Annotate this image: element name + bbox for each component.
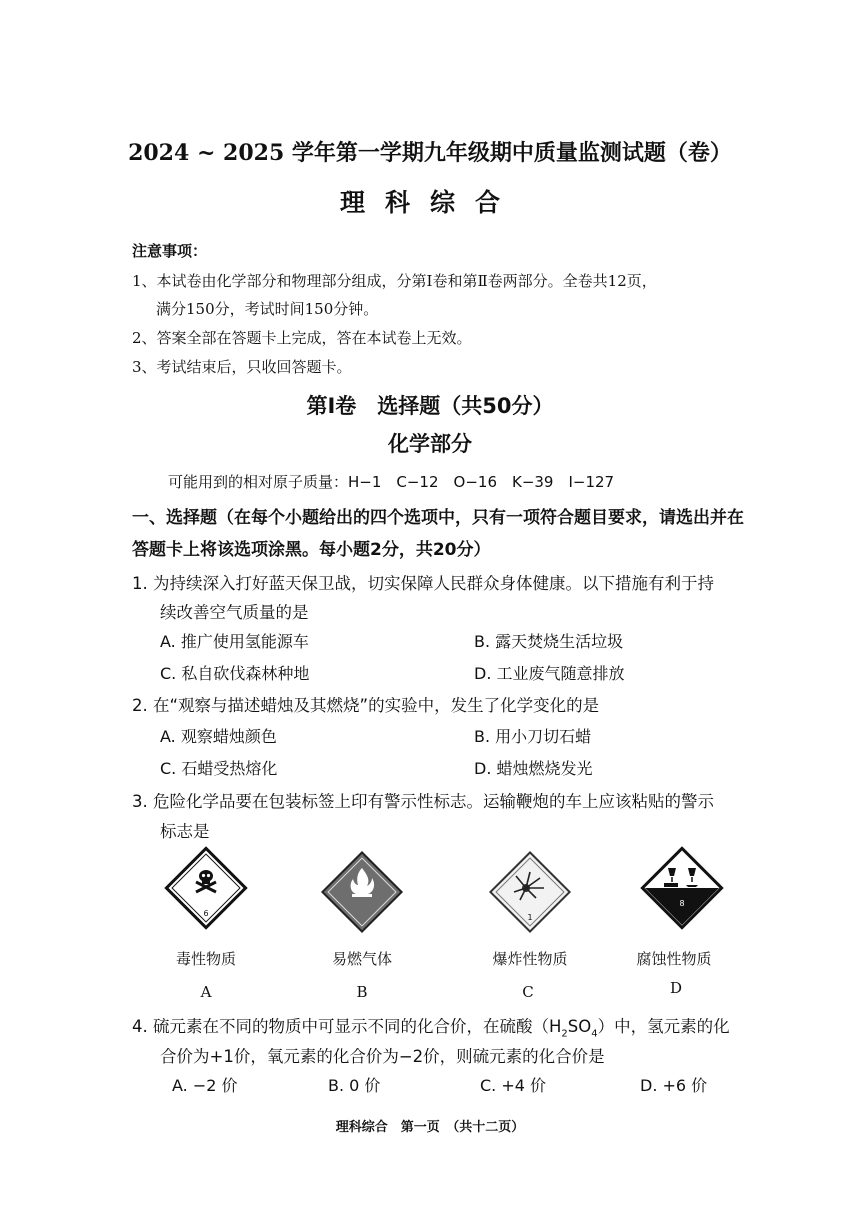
instructions-line-1: 一、选择题（在每个小题给出的四个选项中，只有一项符合题目要求，请选出并在 (132, 508, 744, 528)
sign-d-number: 8 (679, 899, 685, 908)
explosive-sign (484, 846, 576, 938)
question-2-stem: 2. 在“观察与描述蜡烛及其燃烧”的实验中，发生了化学变化的是 (132, 696, 600, 715)
notice-heading: 注意事项： (132, 242, 208, 260)
sign-d-label: 腐蚀性物质 (636, 950, 712, 968)
question-2-option-b: B. 用小刀切石蜡 (474, 727, 592, 746)
sign-b-letter: B (356, 983, 368, 1001)
question-2-option-c: C. 石蜡受热熔化 (160, 759, 278, 778)
toxic-sign (160, 842, 252, 934)
instructions-line-2: 答题卡上将该选项涂黑。每小题2分，共20分） (132, 540, 491, 560)
question-2-option-d: D. 蜡烛燃烧发光 (474, 759, 593, 778)
question-1-stem: 1. 为持续深入打好蓝天保卫战，切实保障人民群众身体健康。以下措施有利于持 (132, 574, 714, 593)
question-1-option-b: B. 露天焚烧生活垃圾 (474, 632, 624, 651)
question-1-stem-cont: 续改善空气质量的是 (160, 603, 309, 622)
atomic-masses: 可能用到的相对原子质量：H−1 C−12 O−16 K−39 I−127 (168, 473, 615, 491)
formula-h: H (549, 1017, 562, 1036)
question-3-stem: 3. 危险化学品要在包装标签上印有警示性标志。运输鞭炮的车上应该粘贴的警示 (132, 792, 714, 811)
notice-item-2: 2、答案全部在答题卡上完成，答在本试卷上无效。 (132, 329, 472, 347)
question-4-stem: 4. 硫元素在不同的物质中可显示不同的化合价，在硫酸$(H_2SO_4)$中，氢元素的化 (132, 1017, 730, 1040)
question-1-option-c: C. 私自砍伐森林种地 (160, 664, 310, 683)
sign-a-label: 毒性物质 (175, 950, 236, 968)
question-4-option-a: A. −2 价 (172, 1076, 238, 1095)
notice-item-1-cont: 满分150分，考试时间150分钟。 (156, 300, 379, 318)
sign-c-letter: C (522, 983, 534, 1001)
question-4-option-d: D. +6 价 (640, 1076, 708, 1095)
question-1-option-d: D. 工业废气随意排放 (474, 664, 625, 683)
formula-so: SO (567, 1017, 592, 1036)
question-4-option-c: C. +4 价 (480, 1076, 547, 1095)
question-4-option-b: B. 0 价 (328, 1076, 381, 1095)
sign-c-number: 1 (527, 913, 533, 922)
section-subtitle: 化学部分 (388, 432, 472, 456)
question-1-option-a: A. 推广使用氢能源车 (160, 632, 309, 651)
question-2-option-a: A. 观察蜡烛颜色 (160, 727, 277, 746)
notice-item-1: 1、本试卷由化学部分和物理部分组成，分第Ⅰ卷和第Ⅱ卷两部分。全卷共12页， (132, 272, 657, 290)
sign-a-letter: A (200, 983, 212, 1001)
page-footer: 理科综合 第一页 （共十二页） (335, 1120, 525, 1135)
exam-title: 2024 ~ 2025 学年第一学期九年级期中质量监测试题（卷） (128, 140, 732, 166)
sign-a-number: 6 (203, 909, 209, 918)
exam-subject: 理科综合 (339, 188, 520, 217)
sign-c-label: 爆炸性物质 (492, 950, 568, 968)
question-4-stem-cont: 合价为+1价，氧元素的化合价为−2价，则硫元素的化合价是 (160, 1047, 605, 1066)
notice-item-3: 3、考试结束后，只收回答题卡。 (132, 358, 352, 376)
section-title: 第Ⅰ卷 选择题（共50分） (306, 394, 554, 418)
formula-h-sub: 2 (561, 1028, 568, 1040)
question-3-stem-cont: 标志是 (160, 822, 210, 841)
sign-d-letter: D (669, 979, 683, 997)
flammable-gas-sign (316, 846, 408, 938)
corrosive-sign (636, 842, 728, 934)
sign-b-label: 易燃气体 (331, 950, 392, 968)
formula-so-sub: 4 (591, 1028, 598, 1040)
